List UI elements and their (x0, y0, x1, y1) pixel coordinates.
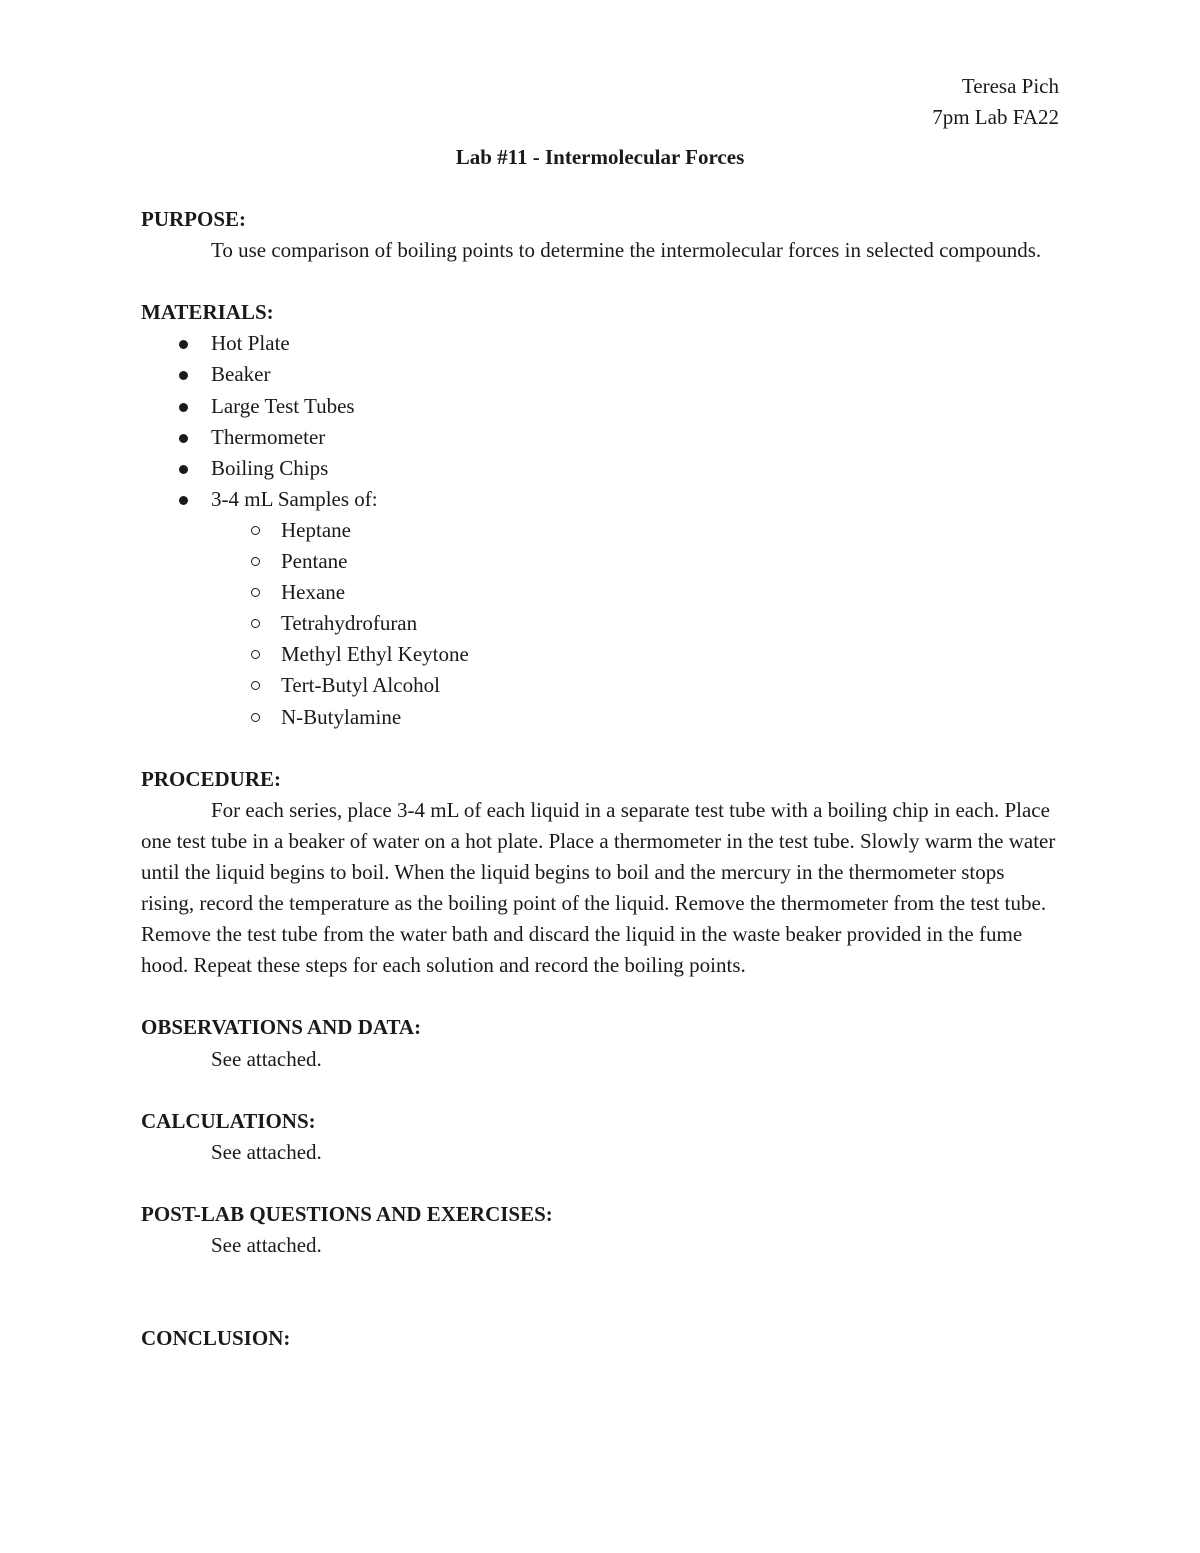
purpose-heading: PURPOSE: (141, 207, 246, 231)
document-body (141, 204, 1061, 1354)
hollow-bullet-icon (251, 526, 260, 535)
document-title: Lab #11 - Intermolecular Forces (455, 145, 745, 169)
observations-heading: OBSERVATIONS AND DATA: (141, 1015, 422, 1040)
hollow-bullet-icon (251, 713, 260, 722)
materials-list (141, 328, 1061, 515)
sub-list-item: Tert-Butyl Alcohol (141, 670, 1061, 701)
sub-list-item: Methyl Ethyl Keytone (141, 639, 1061, 670)
materials-heading: MATERIALS: (141, 300, 274, 325)
hollow-bullet-icon (251, 681, 260, 690)
sub-list-item: Pentane (141, 546, 1061, 577)
list-item: Thermometer (141, 422, 1061, 453)
sub-list-item: Tetrahydrofuran (141, 608, 1061, 639)
calculations-heading: CALCULATIONS: (141, 1108, 316, 1133)
procedure-heading: PROCEDURE: (141, 766, 281, 791)
conclusion-heading: CONCLUSION: (141, 1326, 291, 1351)
sub-list-item: Heptane (141, 515, 1061, 546)
hollow-bullet-icon (251, 619, 260, 628)
bullet-icon (179, 403, 188, 412)
bullet-icon (179, 496, 188, 505)
hollow-bullet-icon (251, 557, 260, 566)
list-item: Hot Plate (141, 328, 1061, 359)
list-item: Boiling Chips (141, 453, 1061, 484)
list-item: 3-4 mL Samples of: (141, 484, 1061, 515)
observations-text: See attached. (211, 1046, 322, 1071)
hollow-bullet-icon (251, 650, 260, 659)
postlab-text: See attached. (211, 1233, 322, 1258)
sub-list-item: Hexane (141, 577, 1061, 608)
bullet-icon (179, 340, 188, 349)
list-item: Large Test Tubes (141, 391, 1061, 422)
author-name: Teresa Pich (961, 74, 1059, 98)
author-header (932, 71, 1059, 133)
hollow-bullet-icon (251, 588, 260, 597)
postlab-heading: POST-LAB QUESTIONS AND EXERCISES: (141, 1202, 553, 1226)
purpose-text: To use comparison of boiling points to determine the intermolecular forces in selected compounds. (211, 238, 1042, 263)
list-item: Beaker (141, 359, 1061, 390)
samples-list (141, 515, 1061, 733)
bullet-icon (179, 465, 188, 474)
procedure-text: For each series, place 3-4 mL of each liquid in a separate test tube with a boiling chip in each. Place one test tube in a beaker of water on a hot plate. Place a thermometer in the test tube. Slowly warm the water until the liquid begins to boil. When the liquid begins to boil and the mercury in the thermometer stops rising, record the temperature as the boiling point of the liquid. Remove the thermometer from the test tube. Remove the test tube from the water bath and discard the liquid in the waste beaker provided in the fume hood. Repeat these steps for each solution and record the boiling points. (141, 797, 1056, 978)
calculations-text: See attached. (211, 1139, 322, 1164)
bullet-icon (179, 434, 188, 443)
bullet-icon (179, 371, 188, 380)
sub-list-item: N-Butylamine (141, 702, 1061, 733)
lab-section: 7pm Lab FA22 (932, 105, 1059, 129)
